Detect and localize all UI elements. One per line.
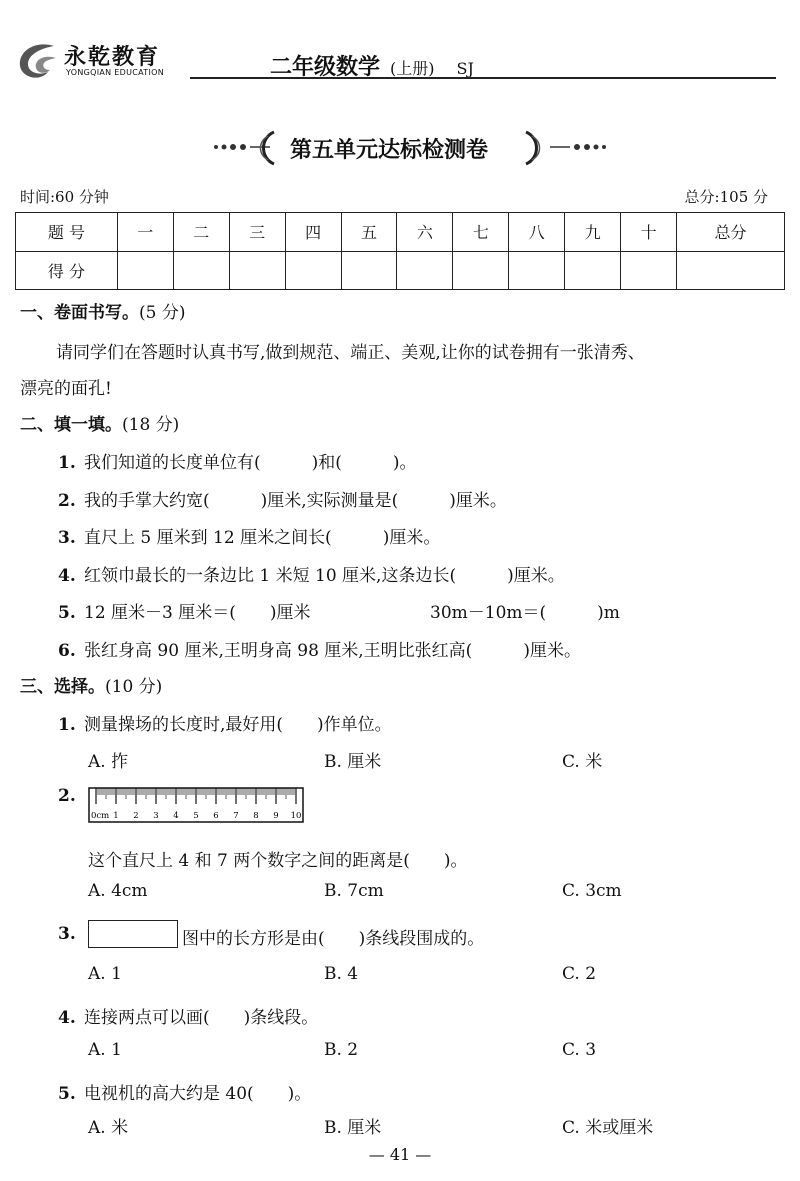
ruler-label: 7: [233, 811, 239, 821]
total-score: 总分:105 分: [684, 188, 768, 206]
score-cell[interactable]: [173, 251, 229, 290]
score-cell[interactable]: [285, 251, 341, 290]
book-semester: (上册): [390, 59, 435, 78]
fill-question: 6. 张红身高 90 厘米,王明身高 98 厘米,王明比张红高( )厘米。: [58, 641, 581, 661]
page-number: — 41 —: [368, 1145, 432, 1164]
ruler-label: 8: [253, 811, 259, 821]
section-3-title: 三、选择。(10 分): [20, 677, 163, 697]
ruler-figure: [88, 787, 304, 823]
option-c[interactable]: C. 3cm: [562, 881, 622, 901]
score-cell[interactable]: [621, 251, 677, 290]
dots-right-ornament: [548, 142, 608, 152]
option-a[interactable]: A. 米: [88, 1118, 129, 1138]
ruler-label: 9: [273, 811, 279, 821]
fill-question: 5. 12 厘米－3 厘米＝( )厘米: [58, 603, 311, 623]
option-a[interactable]: A. 1: [88, 1040, 122, 1060]
fill-question: 1. 我们知道的长度单位有( )和( )。: [58, 453, 417, 473]
option-a[interactable]: A. 4cm: [88, 881, 148, 901]
bracket-right-ornament: [522, 130, 546, 166]
section-1-text-cont: 漂亮的面孔!: [20, 379, 112, 399]
ruler-label: 1: [113, 811, 119, 821]
table-cell: 题 号: [16, 213, 118, 252]
swirl-logo-icon: [14, 38, 60, 84]
ruler-label: 10: [290, 811, 302, 821]
table-cell: 三: [229, 213, 285, 252]
option-b[interactable]: B. 厘米: [324, 1118, 382, 1138]
table-score-row: [16, 251, 785, 290]
ruler-label: 0cm: [91, 811, 110, 821]
score-cell[interactable]: [453, 251, 509, 290]
ruler-label: 2: [133, 811, 139, 821]
choice-question: 5. 电视机的高大约是 40( )。: [58, 1084, 312, 1104]
time-limit: 时间:60 分钟: [20, 188, 109, 206]
brand-name-en: YONGQIAN EDUCATION: [66, 68, 165, 77]
option-a[interactable]: A. 拃: [88, 752, 129, 772]
option-b[interactable]: B. 7cm: [324, 881, 384, 901]
bracket-left-ornament: [254, 130, 278, 166]
table-cell: 七: [453, 213, 509, 252]
score-cell[interactable]: [677, 251, 785, 290]
score-table: [15, 212, 785, 290]
fill-question: 3. 直尺上 5 厘米到 12 厘米之间长( )厘米。: [58, 528, 441, 548]
fill-question: 4. 红领巾最长的一条边比 1 米短 10 厘米,这条边长( )厘米。: [58, 566, 565, 586]
table-cell: 二: [173, 213, 229, 252]
table-cell: 四: [285, 213, 341, 252]
table-cell: 五: [341, 213, 397, 252]
option-b[interactable]: B. 2: [324, 1040, 359, 1060]
fill-question-5b: 30m－10m＝( )m: [430, 603, 620, 623]
question-3-text: 图中的长方形是由( )条线段围成的。: [182, 929, 485, 949]
question-2-text: 这个直尺上 4 和 7 两个数字之间的距离是( )。: [88, 851, 468, 871]
table-cell: 十: [621, 213, 677, 252]
option-b[interactable]: B. 4: [324, 964, 359, 984]
score-cell[interactable]: [565, 251, 621, 290]
table-cell: 总分: [677, 213, 785, 252]
rectangle-figure: [88, 920, 178, 948]
ruler-label: 5: [193, 811, 199, 821]
ruler-label: 3: [153, 811, 159, 821]
table-cell: 一: [117, 213, 173, 252]
option-c[interactable]: C. 2: [562, 964, 597, 984]
section-1-title: 一、卷面书写。(5 分): [20, 303, 186, 323]
brand-logo: [14, 38, 190, 84]
score-cell[interactable]: [509, 251, 565, 290]
ruler-label: 6: [213, 811, 219, 821]
question-3-number: 3.: [58, 924, 76, 944]
score-cell[interactable]: [341, 251, 397, 290]
fill-question: 2. 我的手掌大约宽( )厘米,实际测量是( )厘米。: [58, 491, 507, 511]
book-version: SJ: [456, 59, 474, 78]
section-1-text: 请同学们在答题时认真书写,做到规范、端正、美观,让你的试卷拥有一张清秀、: [56, 343, 645, 363]
book-subject: 二年级数学: [270, 54, 381, 80]
option-b[interactable]: B. 厘米: [324, 752, 382, 772]
table-cell: 八: [509, 213, 565, 252]
table-cell: 六: [397, 213, 453, 252]
score-cell[interactable]: [117, 251, 173, 290]
question-2-number: 2.: [58, 786, 76, 806]
option-c[interactable]: C. 米或厘米: [562, 1118, 654, 1138]
title-banner: [0, 130, 800, 166]
option-c[interactable]: C. 米: [562, 752, 603, 772]
score-cell[interactable]: [397, 251, 453, 290]
choice-question: 1. 测量操场的长度时,最好用( )作单位。: [58, 715, 392, 735]
option-a[interactable]: A. 1: [88, 964, 122, 984]
section-2-title: 二、填一填。(18 分): [20, 415, 180, 435]
table-cell: 得 分: [16, 251, 118, 290]
table-header-row: [16, 213, 785, 252]
ruler-label: 4: [173, 811, 179, 821]
header-rule: [190, 77, 776, 79]
table-cell: 九: [565, 213, 621, 252]
option-c[interactable]: C. 3: [562, 1040, 597, 1060]
page-title: 第五单元达标检测卷: [290, 137, 489, 163]
choice-question: 4. 连接两点可以画( )条线段。: [58, 1008, 319, 1028]
brand-name: 永乾教育: [64, 44, 161, 70]
score-cell[interactable]: [229, 251, 285, 290]
